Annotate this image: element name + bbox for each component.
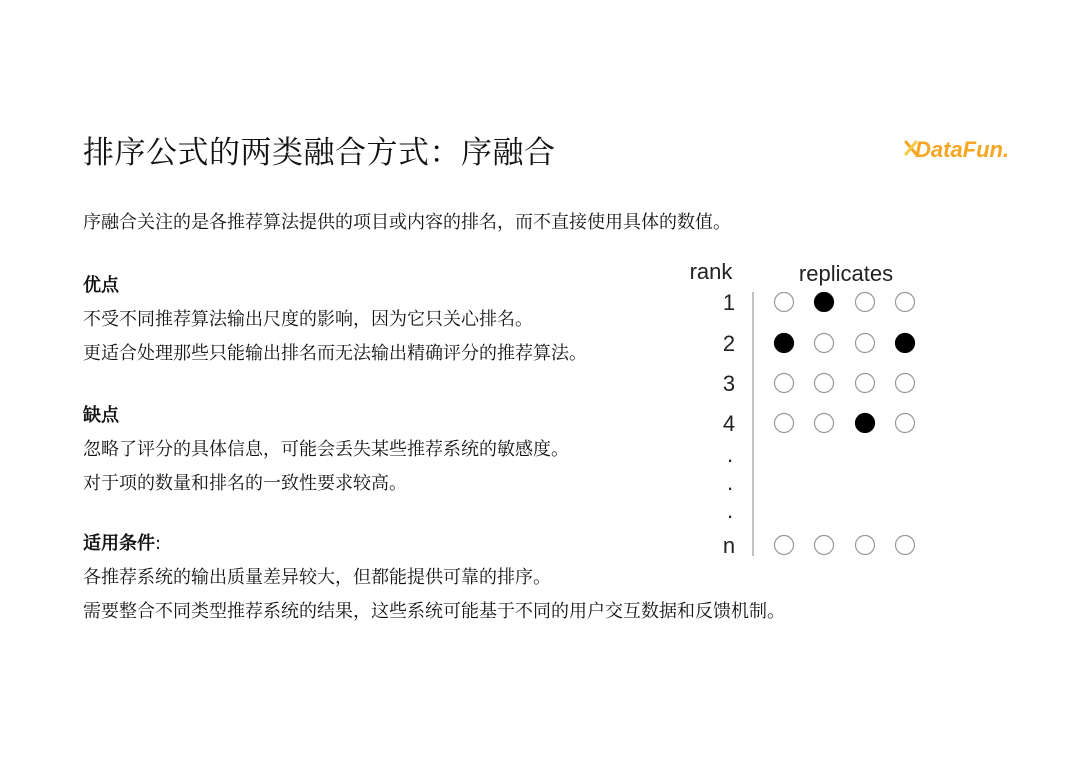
ellipsis-dot: .	[726, 498, 734, 523]
rank-label: n	[722, 533, 736, 558]
replicate-dot-empty	[856, 293, 875, 312]
logo-text: DataFun.	[915, 137, 1010, 162]
replicates-header: replicates	[798, 261, 894, 286]
rank-label: 4	[722, 411, 736, 436]
datafun-logo-graphic	[903, 130, 1023, 170]
replicate-dot-empty	[896, 293, 915, 312]
replicate-dot-empty	[856, 334, 875, 353]
rank-label: 2	[722, 331, 736, 356]
conditions-line: 各推荐系统的输出质量差异较大，但都能提供可靠的排序。	[83, 567, 551, 588]
replicate-dot-empty	[815, 414, 834, 433]
pros-line: 不受不同推荐算法输出尺度的影响，因为它只关心排名。	[83, 309, 533, 330]
conditions-heading-label: 适用条件	[83, 533, 155, 554]
replicate-dot-empty	[775, 414, 794, 433]
replicate-dot-empty	[815, 334, 834, 353]
cons-heading: 缺点	[83, 405, 119, 426]
datafun-logo	[903, 130, 1023, 170]
cons-line: 对于项的数量和排名的一致性要求较高。	[83, 473, 407, 494]
conditions-section	[83, 527, 785, 629]
intro-text: 序融合关注的是各推荐算法提供的项目或内容的排名，而不直接使用具体的数值。	[83, 212, 731, 233]
replicate-dot-empty	[896, 536, 915, 555]
rank-header: rank	[689, 259, 733, 284]
replicate-dot-empty	[896, 374, 915, 393]
replicate-dot-empty	[775, 293, 794, 312]
ellipsis-dot: .	[726, 442, 734, 467]
rank-label: 1	[722, 290, 736, 315]
ellipsis-dot: .	[726, 470, 734, 495]
pros-line: 更适合处理那些只能输出排名而无法输出精确评分的推荐算法。	[83, 343, 587, 364]
replicate-dot-empty	[856, 536, 875, 555]
replicate-dot-empty	[815, 536, 834, 555]
replicate-dot-empty	[775, 374, 794, 393]
pros-heading: 优点	[83, 275, 119, 296]
rank-label: 3	[722, 371, 736, 396]
cons-line: 忽略了评分的具体信息，可能会丢失某些推荐系统的敏感度。	[83, 439, 569, 460]
replicate-dot-empty	[856, 374, 875, 393]
replicate-dot-filled	[856, 414, 875, 433]
pros-section	[83, 269, 587, 371]
replicate-dot-empty	[896, 414, 915, 433]
cons-section	[83, 399, 569, 501]
page-title: 排序公式的两类融合方式：序融合	[83, 135, 556, 171]
replicate-dot-filled	[775, 334, 794, 353]
replicate-dot-empty	[815, 374, 834, 393]
replicate-dot-filled	[815, 293, 834, 312]
replicate-dot-filled	[896, 334, 915, 353]
conditions-heading	[83, 527, 785, 561]
conditions-line: 需要整合不同类型推荐系统的结果，这些系统可能基于不同的用户交互数据和反馈机制。	[83, 601, 785, 622]
conditions-heading-colon: :	[155, 533, 162, 554]
